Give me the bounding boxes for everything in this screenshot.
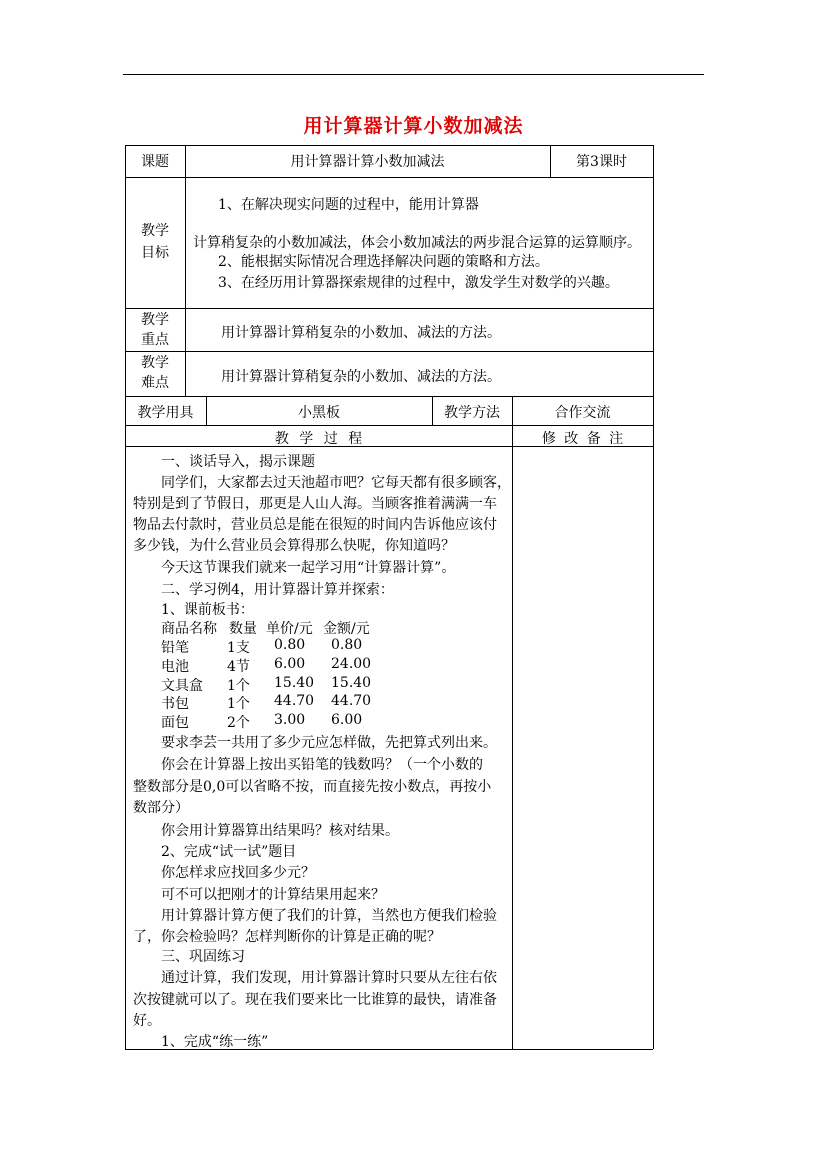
difficulty-text: 用计算器计算稍复杂的小数加、减法的方法。 (221, 369, 501, 385)
goal-1: 1、在解决现实问题的过程中，能用计算器 (218, 197, 479, 213)
process-line: 物品去付款时，营业员总是能在很短的时间内告诉他应该付 (133, 517, 497, 533)
difficulty-label: 教学 难点 (141, 355, 169, 391)
process-line: 了，你会检验吗？怎样判断你的计算是正确的呢？ (133, 929, 441, 945)
goal-2: 2、能根据实际情况合理选择解决问题的策略和方法。 (218, 254, 549, 270)
process-line: 同学们，大家都去过天池超市吧？它每天都有很多顾客， (161, 475, 511, 491)
process-line: 要求李芸一共用了多少元应怎样做，先把算式列出来。 (161, 735, 497, 751)
process-line: 1、完成“练一练” (161, 1034, 269, 1050)
topic-value: 用计算器计算小数加减法 (290, 154, 445, 170)
method-label: 教学方法 (444, 405, 500, 421)
page-title: 用计算器计算小数加减法 (303, 115, 524, 137)
process-line: 特别是到了节假日，那更是人山人海。当顾客推着满满一车 (133, 496, 497, 512)
goals-label: 教学 目标 (141, 223, 169, 261)
process-header: 教 学 过 程 (274, 431, 363, 447)
process-line: 你会用计算器算出结果吗？核对结果。 (161, 823, 399, 839)
tools-value: 小黑板 (298, 405, 340, 421)
header-rule (123, 74, 704, 75)
process-line: 整数部分是0,0可以省略不按，而直接先按小数点，再按小 (133, 779, 492, 795)
period-value: 第3课时 (576, 154, 627, 170)
process-line: 可不可以把刚才的计算结果用起来？ (161, 887, 385, 903)
goal-1-cont: 计算稍复杂的小数加减法，体会小数加减法的两步混合运算的运算顺序。 (193, 235, 641, 251)
keypoint-label: 教学 重点 (141, 312, 169, 348)
goal-3: 3、在经历用计算器探索规律的过程中，激发学生对数学的兴趣。 (218, 275, 619, 291)
tools-label: 教学用具 (137, 405, 194, 421)
process-line: 好。 (133, 1013, 161, 1029)
topic-label: 课题 (141, 154, 169, 170)
section-2-heading: 二、学习例4，用计算器计算并探索： (161, 582, 394, 598)
process-line: 1、课前板书： (161, 602, 254, 618)
process-line: 2、完成“试一试”题目 (161, 844, 297, 860)
process-line: 今天这节课我们就来一起学习用“计算器计算”。 (161, 560, 456, 576)
keypoint-text: 用计算器计算稍复杂的小数加、减法的方法。 (221, 325, 501, 341)
process-line: 数部分） (133, 800, 189, 816)
process-line: 你会在计算器上按出买铅笔的钱数吗？（一个小数的 (161, 757, 483, 773)
process-line: 通过计算，我们发现，用计算器计算时只要从左往右依 (161, 970, 497, 986)
process-line: 多少钱，为什么营业员会算得那么快呢，你知道吗？ (133, 538, 455, 554)
process-line: 你怎样求应找回多少元？ (161, 865, 315, 881)
process-line: 用计算器计算方便了我们的计算，当然也方便我们检验 (161, 908, 497, 924)
section-3-heading: 三、巩固练习 (161, 949, 245, 965)
section-1-heading: 一、谈话导入，揭示课题 (161, 454, 315, 470)
notes-header: 修 改 备 注 (541, 431, 624, 447)
method-value: 合作交流 (554, 405, 611, 421)
process-line: 次按键就可以了。现在我们要来比一比谁算的最快，请准备 (133, 992, 497, 1008)
